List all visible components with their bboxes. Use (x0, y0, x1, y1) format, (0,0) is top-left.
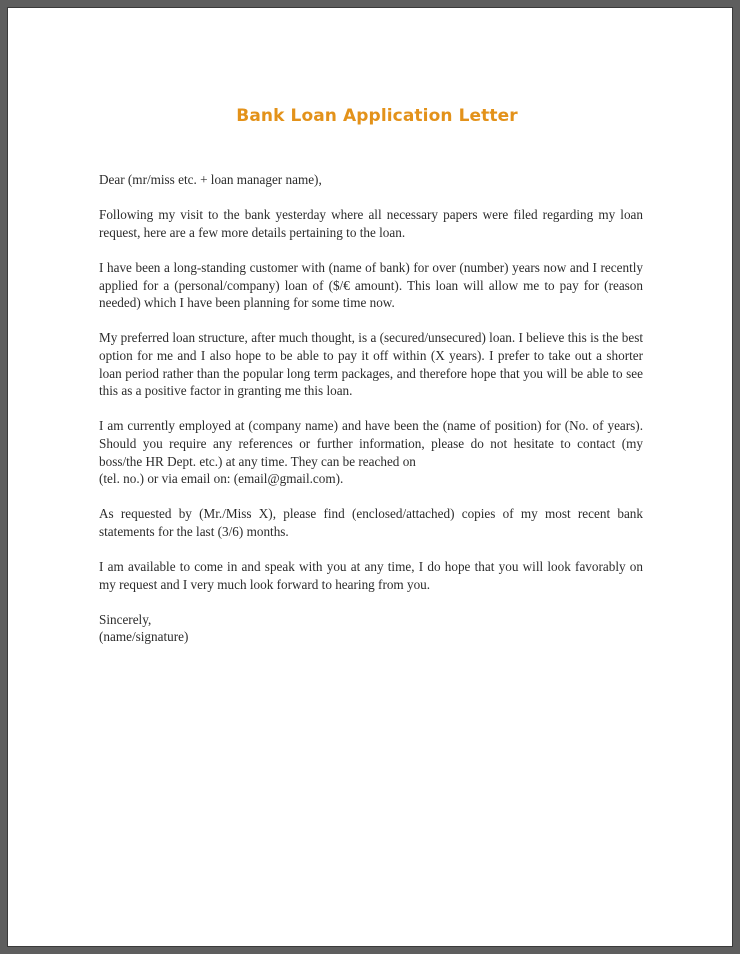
paragraph-availability: I am available to come in and speak with you at any time, I do hope that you will look favorably on my request and I very much look forward to hearing from you. (99, 559, 643, 592)
paragraph-loan-structure: My preferred loan structure, after much thought, is a (secured/unsecured) loan. I believe this is the best option for me and I also hope to be able to pay it off within (X years). I prefer to take out a shorter loan period rather than the popular long term packages, and therefore hope that you will be able to see this as a positive factor in granting me this loan. (99, 330, 643, 399)
paragraph-visit: Following my visit to the bank yesterday where all necessary papers were filed regarding my loan request, here are a few more details pertaining to the loan. (99, 207, 643, 240)
letter-page (7, 7, 733, 947)
employment-contact: (tel. no.) or via email on: (email@gmail.com). (99, 471, 344, 487)
signature: (name/signature) (99, 629, 189, 645)
paragraph-employment (99, 417, 643, 487)
employment-text: I am currently employed at (company name) and have been the (name of position) for (No. of years). Should you require any references or further information, please do not hesitate to contact (my boss/the HR Dept. etc.) at any time. They can be reached on (99, 418, 643, 469)
salutation: Dear (mr/miss etc. + loan manager name), (99, 172, 322, 187)
paragraph-statements: As requested by (Mr./Miss X), please find (enclosed/attached) copies of my most recent bank statements for the last (3/6) months. (99, 506, 643, 539)
letter-title: Bank Loan Application Letter (236, 106, 518, 126)
letter-body (99, 171, 643, 646)
paragraph-customer: I have been a long-standing customer with (name of bank) for over (number) years now and I recently applied for a (personal/company) loan of ($/€ amount). This loan will allow me to pay for (reason needed) which I have been planning for some time now. (99, 259, 643, 311)
closing: Sincerely, (99, 611, 152, 627)
signoff (99, 611, 643, 646)
